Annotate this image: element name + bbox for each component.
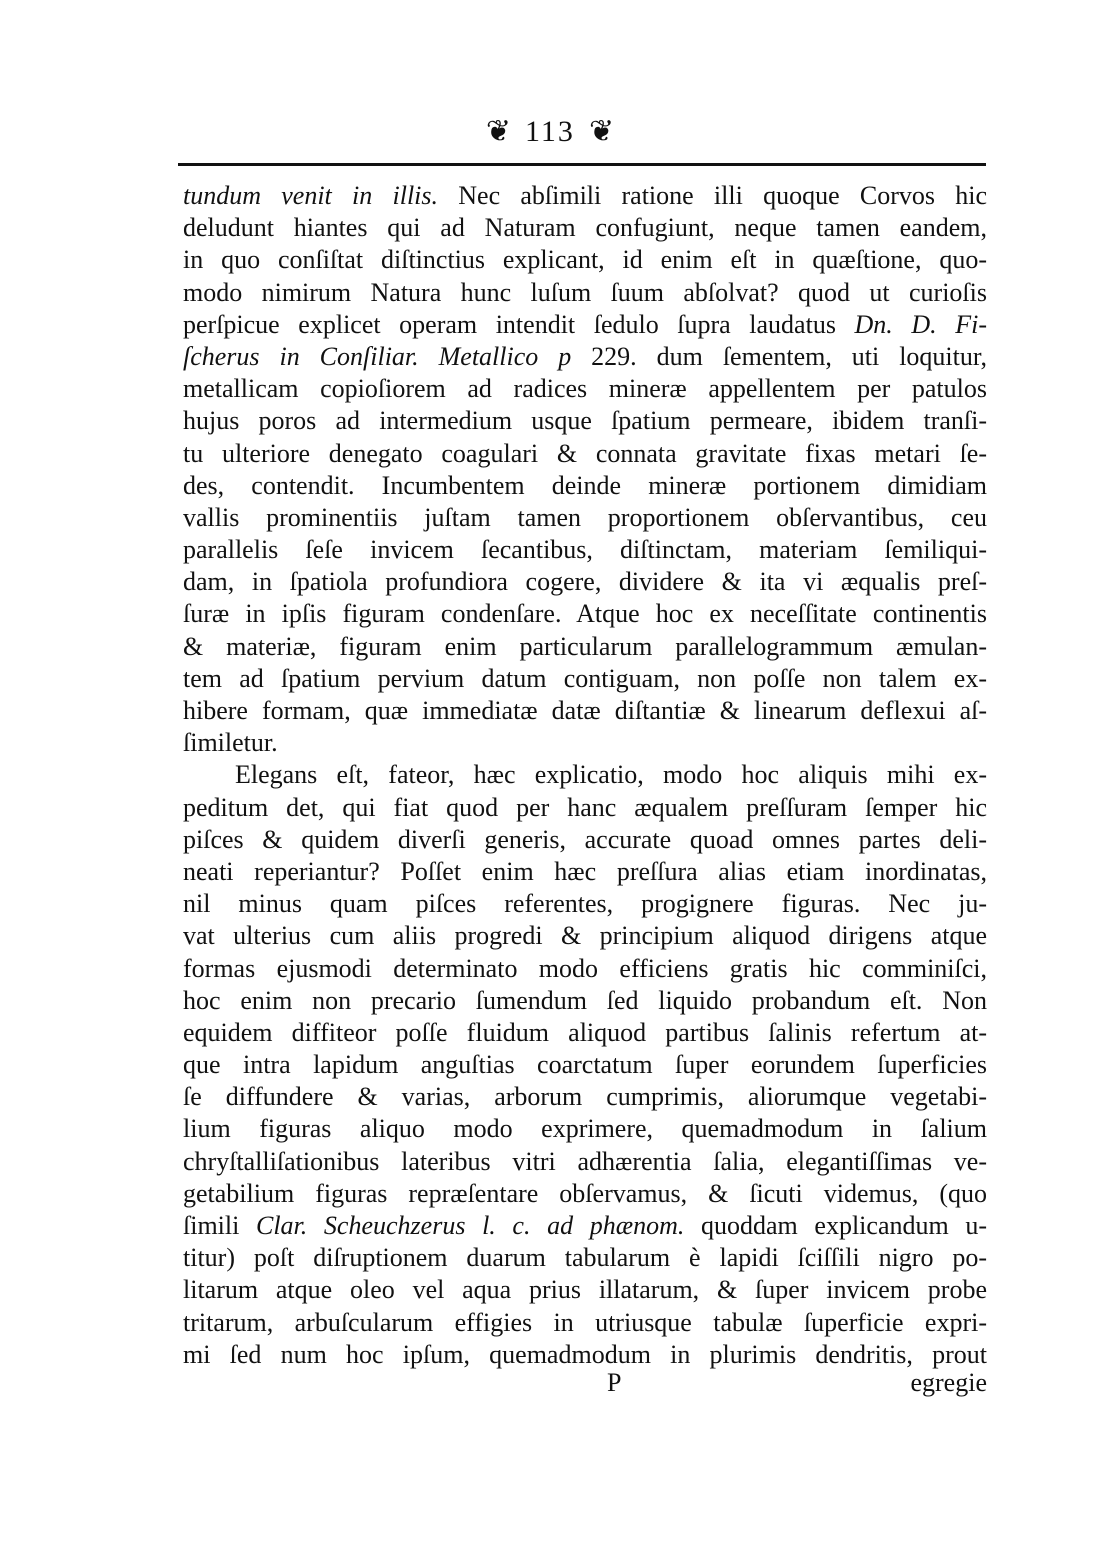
text-line — [183, 1178, 987, 1210]
text-segment: ſimiletur. — [183, 728, 278, 758]
italic-text: Dn. D. Fi- — [854, 309, 987, 339]
text-segment: & materiæ, figuram enim particularum parallelogrammum æmulan- — [183, 631, 987, 661]
text-line — [183, 405, 987, 437]
text-line — [183, 631, 987, 663]
text-line — [183, 309, 987, 341]
text-segment: Elegans eſt, fateor, hæc explicatio, modo hoc aliquis mihi ex- — [235, 760, 987, 790]
text-line — [183, 1146, 987, 1178]
text-segment: hoc enim non precario ſumendum ſed liquido probandum eſt. Non — [183, 985, 987, 1015]
text-line — [183, 438, 987, 470]
text-line — [183, 1049, 987, 1081]
text-line — [183, 373, 987, 405]
page-number: 113 — [525, 115, 575, 148]
text-line — [183, 212, 987, 244]
text-line — [183, 502, 987, 534]
text-segment: mi ſed num hoc ipſum, quemadmodum in plurimis dendritis, prout — [183, 1339, 987, 1369]
text-line — [183, 470, 987, 502]
text-segment: piſces & quidem diverſi generis, accurate quoad omnes partes deli- — [183, 824, 987, 854]
text-line — [183, 1113, 987, 1145]
text-segment: neati reperiantur? Poſſet enim hæc preſſura alias etiam inordinatas, — [183, 856, 987, 886]
text-line — [183, 856, 987, 888]
italic-text: ſcherus in Conſiliar. Metallico p — [183, 341, 572, 371]
text-line — [183, 727, 987, 759]
text-segment: formas ejusmodi determinato modo efficiens gratis hic comminiſci, — [183, 953, 987, 983]
floral-ornament-icon: ❦ — [485, 115, 512, 148]
text-line — [183, 663, 987, 695]
text-line — [183, 759, 987, 791]
signature-mark: P — [607, 1368, 622, 1397]
text-line — [183, 1242, 987, 1274]
text-line — [183, 1274, 987, 1306]
text-segment: que intra lapidum anguſtias coarctatum ſuper eorundem ſuperficies — [183, 1050, 987, 1080]
text-segment: metallicam copioſiorem ad radices mineræ appellentem per patulos — [183, 374, 987, 404]
text-segment: perſpicue explicet operam intendit ſedulo ſupra laudatus — [183, 309, 855, 339]
running-header — [0, 112, 1100, 152]
italic-text: tundum venit in illis. — [183, 181, 439, 210]
text-segment: peditum det, qui fiat quod per hanc æqualem preſſuram ſemper hic — [183, 792, 987, 822]
text-line — [183, 953, 987, 985]
text-line — [183, 888, 987, 920]
text-segment: chryſtalliſationibus lateribus vitri adhærentia ſalia, elegantiſſimas ve- — [183, 1146, 987, 1176]
text-segment: tem ad ſpatium pervium datum contiguam, non poſſe non talem ex- — [183, 663, 987, 693]
text-segment: vallis prominentiis juſtam tamen proportionem obſervantibus, ceu — [183, 502, 987, 532]
text-segment: des, contendit. Incumbentem deinde mineræ portionem dimidiam — [183, 470, 987, 500]
text-line — [183, 277, 987, 309]
text-segment: hujus poros ad intermedium usque ſpatium permeare, ibidem tranſi- — [183, 406, 987, 436]
text-segment: titur) poſt diſruptionem duarum tabularum è lapidi ſciſſili nigro po- — [183, 1243, 987, 1273]
text-line — [183, 534, 987, 566]
page-footer — [183, 1368, 987, 1404]
floral-ornament-icon: ❦ — [588, 115, 615, 148]
text-segment: 229. dum ſementem, uti loquitur, — [571, 341, 987, 371]
text-segment: tritarum, arbuſcularum effigies in utriusque tabulæ ſuperficie expri- — [183, 1307, 987, 1337]
text-line — [183, 695, 987, 727]
text-line — [183, 244, 987, 276]
text-line — [183, 598, 987, 630]
text-segment: modo nimirum Natura hunc luſum ſuum abſolvat? quod ut curioſis — [183, 277, 987, 307]
text-segment: lium figuras aliquo modo exprimere, quemadmodum in ſalium — [183, 1114, 987, 1144]
text-segment: in quo conſiſtat diſtinctius explicant, id enim eſt in quæſtione, quo- — [183, 245, 987, 275]
text-segment: ſuræ in ipſis figuram condenſare. Atque hoc ex neceſſitate continentis — [183, 599, 987, 629]
text-line — [183, 792, 987, 824]
text-line — [183, 920, 987, 952]
text-line — [183, 824, 987, 856]
catchword: egregie — [910, 1368, 987, 1397]
page-body-text — [183, 180, 987, 1371]
text-line — [183, 985, 987, 1017]
text-segment: vat ulterius cum aliis progredi & principium aliquod dirigens atque — [183, 921, 987, 951]
text-segment: dam, in ſpatiola profundiora cogere, dividere & ita vi æqualis preſ- — [183, 567, 987, 597]
text-segment: nil minus quam piſces referentes, progignere figuras. Nec ju- — [183, 889, 987, 919]
text-segment: ſimili — [183, 1211, 256, 1240]
text-segment: tu ulteriore denegato coagulari & connata gravitate fixas metari ſe- — [183, 438, 987, 468]
text-segment: hibere formam, quæ immediatæ datæ diſtantiæ & linearum deflexui aſ- — [183, 696, 987, 725]
italic-text: Clar. Scheuchzerus l. c. ad phænom. — [255, 1211, 685, 1240]
text-segment: parallelis ſeſe invicem ſecantibus, diſtinctam, materiam ſemiliqui- — [183, 535, 987, 565]
text-segment: litarum atque oleo vel aqua prius illatarum, & ſuper invicem probe — [183, 1275, 987, 1305]
text-line — [183, 1210, 987, 1242]
text-segment: quoddam explicandum u- — [684, 1211, 987, 1240]
text-line — [183, 1081, 987, 1113]
text-line — [183, 1339, 987, 1371]
text-segment: getabilium figuras repræſentare obſervamus, & ſicuti videmus, (quo — [183, 1178, 987, 1208]
text-line — [183, 1307, 987, 1339]
text-line — [183, 180, 987, 212]
text-line — [183, 566, 987, 598]
text-segment: deludunt hiantes qui ad Naturam confugiunt, neque tamen eandem, — [183, 213, 987, 243]
text-line — [183, 1017, 987, 1049]
text-segment: ſe diffundere & varias, arborum cumprimis, aliorumque vegetabi- — [183, 1082, 987, 1112]
text-line — [183, 341, 987, 373]
header-rule — [178, 163, 986, 166]
text-segment: equidem diffiteor poſſe fluidum aliquod partibus ſalinis refertum at- — [183, 1017, 987, 1047]
text-segment: Nec abſimili ratione illi quoque Corvos hic — [438, 181, 987, 210]
